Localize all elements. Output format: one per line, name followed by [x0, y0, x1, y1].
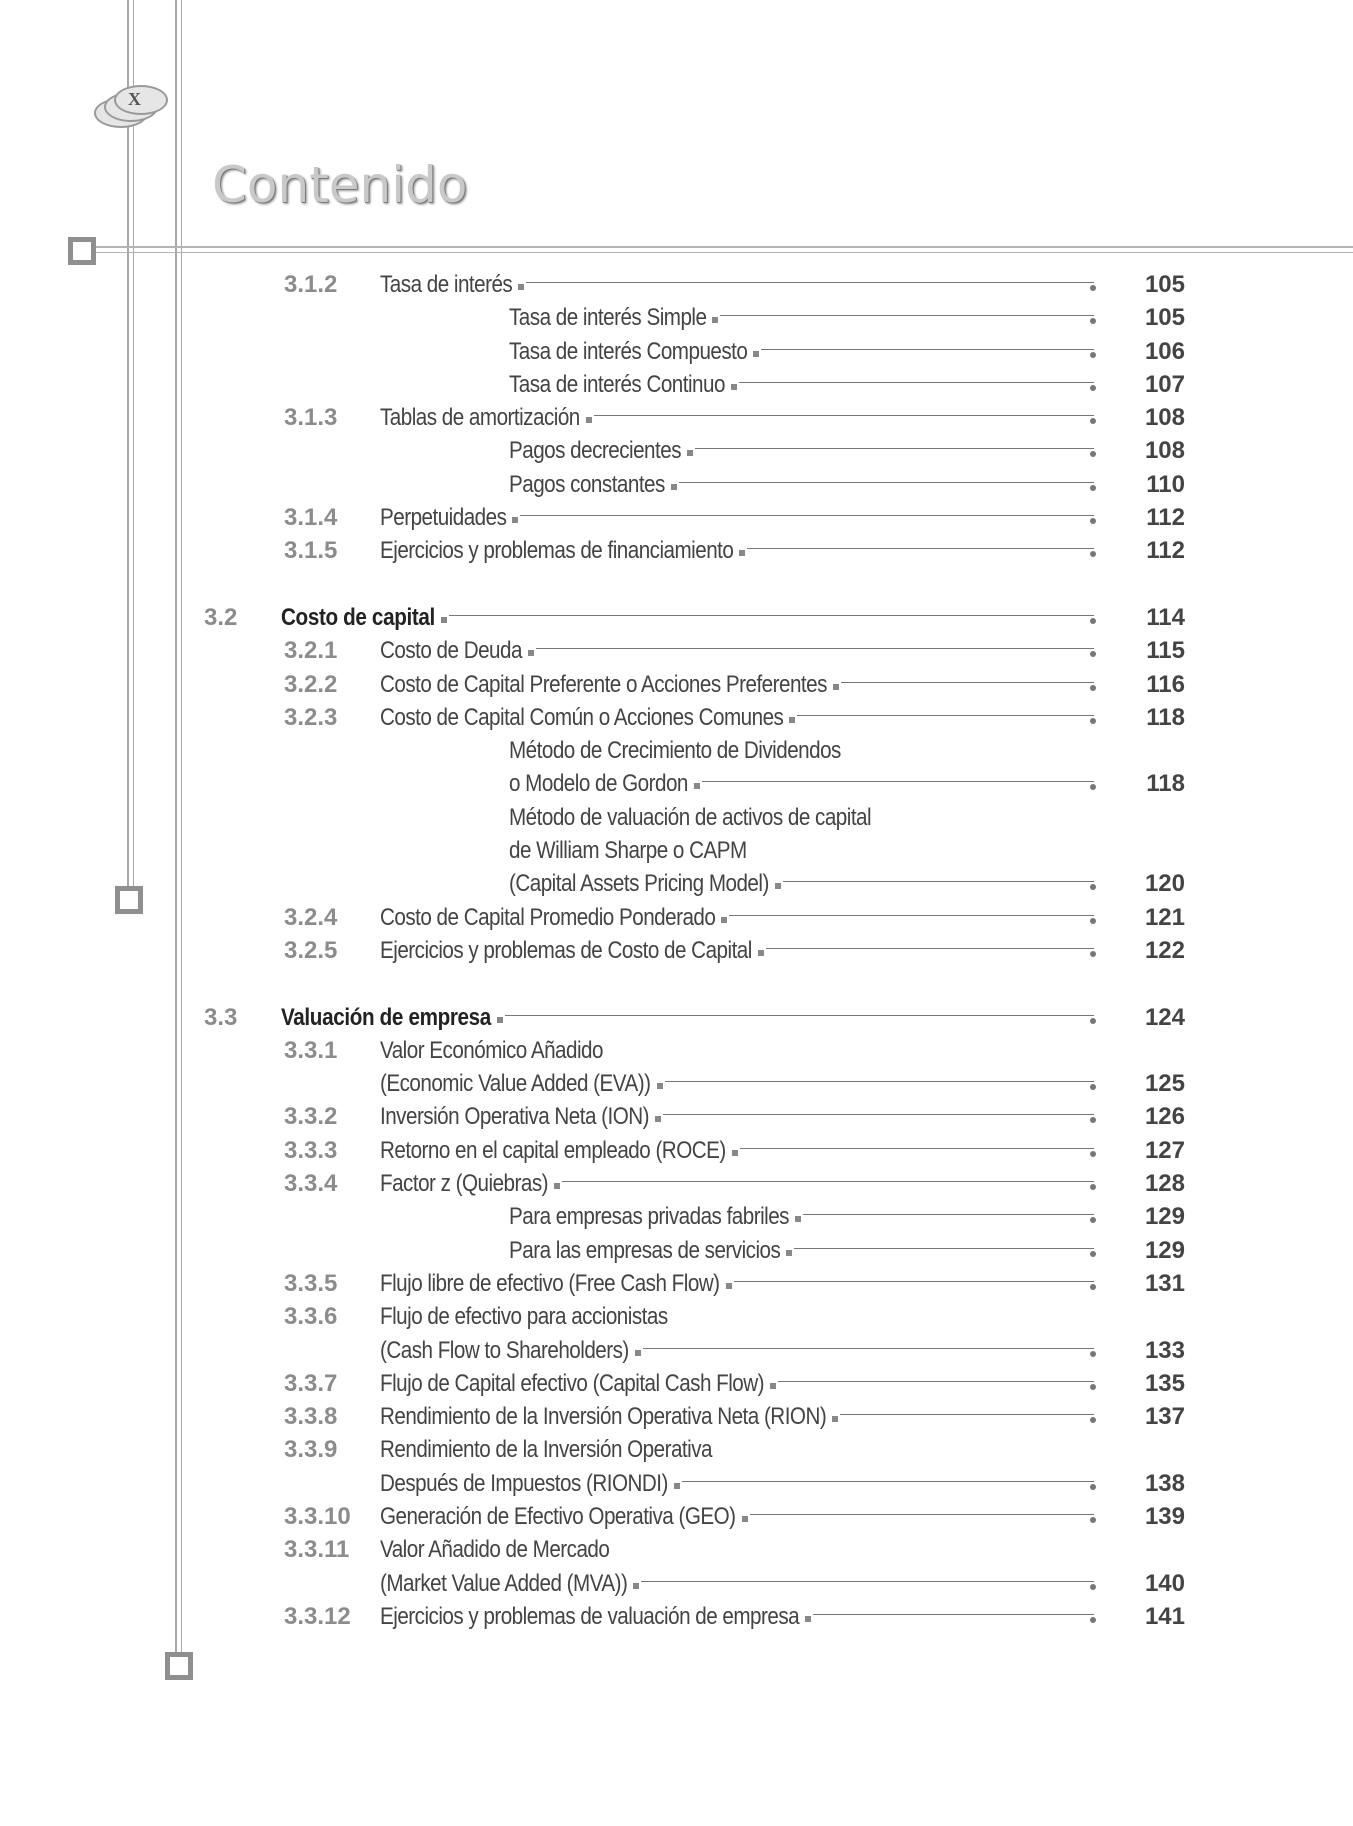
toc-entry[interactable]	[0, 834, 1353, 867]
toc-entry-number: 3.3.12	[284, 1602, 351, 1630]
dot-leader	[742, 1514, 1096, 1524]
toc-entry[interactable]	[0, 1001, 1353, 1034]
toc-entry-title: (Cash Flow to Shareholders)	[380, 1336, 629, 1364]
toc-entry[interactable]	[0, 1034, 1353, 1067]
dot-leader	[512, 515, 1096, 525]
dot-leader	[739, 548, 1096, 558]
dot-leader	[518, 282, 1096, 292]
toc-entry[interactable]	[0, 268, 1353, 301]
toc-entry-title: Para empresas privadas fabriles	[509, 1203, 789, 1231]
toc-entry-page: 137	[1144, 1403, 1185, 1431]
toc-entry-page: 122	[1144, 936, 1185, 964]
toc-entry-title: (Capital Assets Pricing Model)	[509, 870, 769, 898]
toc-entry[interactable]	[0, 1500, 1353, 1533]
toc-entry-title: Tasa de interés Simple	[509, 304, 707, 332]
toc-entry-number: 3.1.4	[284, 504, 338, 532]
dot-leader	[657, 1081, 1096, 1091]
dot-leader	[671, 482, 1096, 492]
toc-entry-title: o Modelo de Gordon	[509, 770, 688, 798]
toc-entry[interactable]	[0, 601, 1353, 634]
page-title: Contenido	[212, 156, 468, 214]
toc-entry-title: Tasa de interés	[380, 271, 513, 298]
toc-entry-page: 112	[1146, 504, 1185, 532]
toc-entry[interactable]	[0, 1300, 1353, 1333]
toc-entry-title: Pagos constantes	[509, 470, 665, 498]
dot-leader	[635, 1348, 1096, 1358]
toc-entry[interactable]	[0, 1467, 1353, 1500]
toc-entry[interactable]	[0, 734, 1353, 767]
toc-entry-page: 107	[1144, 370, 1185, 398]
toc-entry-title: Flujo de efectivo para accionistas	[380, 1303, 668, 1331]
toc-entry-number: 3.2.4	[284, 903, 338, 931]
toc-entry-number: 3.3	[204, 1003, 238, 1031]
toc-entry-title: Factor z (Quiebras)	[380, 1170, 548, 1198]
toc-entry[interactable]	[0, 335, 1353, 368]
toc-entry-page: 114	[1146, 603, 1185, 631]
toc-entry-page: 105	[1144, 304, 1185, 332]
toc-entry-title: Costo de Capital Preferente o Acciones Preferentes	[380, 670, 827, 698]
toc-entry-page: 108	[1144, 437, 1185, 465]
toc-entry-number: 3.1.5	[284, 537, 338, 565]
toc-entry-title: Valor Añadido de Mercado	[380, 1536, 610, 1564]
toc-entry[interactable]	[0, 1067, 1353, 1100]
toc-entry-page: 125	[1144, 1070, 1185, 1098]
toc-entry-title: (Economic Value Added (EVA))	[380, 1070, 651, 1098]
dot-leader	[731, 382, 1096, 392]
toc-entry-number: 3.3.8	[284, 1403, 338, 1431]
toc-entry-title: Método de valuación de activos de capital	[509, 803, 872, 831]
toc-entry-title: Costo de Capital Común o Acciones Comunes	[380, 703, 784, 731]
toc-entry-page: 116	[1146, 670, 1185, 698]
dot-leader	[753, 349, 1096, 359]
toc-entry-number: 3.3.11	[284, 1536, 350, 1564]
dot-leader	[497, 1015, 1096, 1025]
dot-leader	[795, 1214, 1096, 1224]
toc-entry[interactable]	[0, 801, 1353, 834]
dot-leader	[528, 648, 1096, 658]
toc-entry-title: Método de Crecimiento de Dividendos	[509, 737, 841, 765]
toc-entry-number: 3.2.2	[284, 670, 338, 698]
toc-entry-title: Ejercicios y problemas de valuación de empresa	[380, 1602, 800, 1630]
toc-entry-page: 118	[1146, 770, 1185, 798]
toc-entry-title: Ejercicios y problemas de Costo de Capital	[380, 936, 752, 964]
toc-entry-number: 3.2.3	[284, 703, 338, 731]
toc-entry-title: Inversión Operativa Neta (ION)	[380, 1103, 650, 1131]
dot-leader	[775, 881, 1096, 891]
toc-entry-number: 3.3.1	[284, 1036, 338, 1064]
dot-leader	[805, 1614, 1096, 1624]
dot-leader	[833, 682, 1096, 692]
dot-leader	[832, 1414, 1096, 1424]
toc-entry-page: 131	[1144, 1269, 1185, 1297]
toc-entry-number: 3.3.7	[284, 1369, 338, 1397]
toc-entry[interactable]	[0, 1367, 1353, 1400]
toc-entry[interactable]	[0, 434, 1353, 467]
toc-entry-page: 126	[1144, 1103, 1185, 1131]
toc-entry-page: 129	[1144, 1203, 1185, 1231]
dot-leader	[726, 1281, 1096, 1291]
toc-entry-page: 118	[1146, 703, 1185, 731]
toc-entry[interactable]	[0, 1200, 1353, 1233]
toc-entry-title: Después de Impuestos (RIONDI)	[380, 1469, 668, 1497]
toc-entry-page: 141	[1144, 1602, 1185, 1630]
toc-entry[interactable]	[0, 1533, 1353, 1566]
toc-entry[interactable]	[0, 401, 1353, 434]
toc-entry-page: 110	[1146, 470, 1185, 498]
toc-entry[interactable]	[0, 1167, 1353, 1200]
toc-entry-title: Pagos decrecientes	[509, 437, 681, 465]
toc-entry-title: Tablas de amortización	[380, 404, 580, 432]
toc-entry-title: Tasa de interés Continuo	[509, 370, 725, 398]
toc-entry[interactable]	[0, 634, 1353, 667]
toc-entry[interactable]	[0, 901, 1353, 934]
table-of-contents	[0, 268, 1353, 1633]
toc-entry-page: 133	[1144, 1336, 1185, 1364]
toc-entry[interactable]	[0, 368, 1353, 401]
toc-entry-number: 3.2	[204, 603, 238, 631]
toc-entry-title: Retorno en el capital empleado (ROCE)	[380, 1136, 726, 1164]
toc-entry-page: 124	[1144, 1003, 1185, 1031]
dot-leader	[732, 1148, 1096, 1158]
page-marker: X	[128, 89, 141, 109]
dot-leader	[586, 415, 1096, 425]
dot-leader	[554, 1181, 1096, 1191]
toc-entry-number: 3.1.2	[284, 271, 338, 298]
toc-entry-title: Rendimiento de la Inversión Operativa	[380, 1436, 712, 1464]
toc-entry-title: Flujo libre de efectivo (Free Cash Flow)	[380, 1269, 720, 1297]
toc-entry[interactable]	[0, 668, 1353, 701]
toc-entry[interactable]	[0, 1267, 1353, 1300]
dot-leader	[694, 781, 1096, 791]
toc-entry-title: Costo de capital	[281, 603, 435, 631]
toc-entry-title: Valor Económico Añadido	[380, 1036, 603, 1064]
toc-entry-page: 115	[1146, 637, 1185, 665]
toc-entry[interactable]	[0, 1334, 1353, 1367]
toc-entry[interactable]	[0, 301, 1353, 334]
toc-entry-title: Para las empresas de servicios	[509, 1236, 781, 1264]
header-rule	[78, 246, 1353, 248]
dot-leader	[655, 1114, 1096, 1124]
toc-entry-number: 3.3.3	[284, 1136, 338, 1164]
toc-entry[interactable]	[0, 1100, 1353, 1133]
toc-entry-number: 3.3.5	[284, 1269, 338, 1297]
dot-leader	[789, 715, 1096, 725]
toc-entry-page: 120	[1144, 870, 1185, 898]
dot-leader	[712, 315, 1096, 325]
dot-leader	[786, 1248, 1096, 1258]
toc-entry[interactable]	[0, 501, 1353, 534]
dot-leader	[674, 1481, 1096, 1491]
dot-leader	[770, 1381, 1096, 1391]
toc-entry-number: 3.2.5	[284, 936, 338, 964]
dot-leader	[687, 448, 1096, 458]
toc-entry-page: 106	[1144, 337, 1185, 365]
toc-entry[interactable]	[0, 867, 1353, 900]
toc-entry-page: 112	[1146, 537, 1185, 565]
toc-entry-title: de William Sharpe o CAPM	[509, 837, 747, 865]
toc-entry-title: Flujo de Capital efectivo (Capital Cash Flow)	[380, 1369, 765, 1397]
toc-entry-title: Costo de Deuda	[380, 637, 522, 665]
toc-entry[interactable]	[0, 1600, 1353, 1633]
toc-entry[interactable]	[0, 934, 1353, 967]
dot-leader	[633, 1581, 1096, 1591]
toc-entry-number: 3.2.1	[284, 637, 338, 665]
toc-entry-title: Generación de Efectivo Operativa (GEO)	[380, 1502, 736, 1530]
toc-entry-page: 127	[1144, 1136, 1185, 1164]
toc-entry-page: 140	[1144, 1569, 1185, 1597]
toc-entry-title: (Market Value Added (MVA))	[380, 1569, 628, 1597]
toc-entry[interactable]	[0, 1134, 1353, 1167]
toc-entry[interactable]	[0, 1400, 1353, 1433]
toc-entry-title: Costo de Capital Promedio Ponderado	[380, 903, 716, 931]
toc-entry[interactable]	[0, 468, 1353, 501]
toc-entry[interactable]	[0, 1567, 1353, 1600]
toc-entry[interactable]	[0, 701, 1353, 734]
toc-entry-title: Valuación de empresa	[281, 1003, 491, 1031]
toc-entry[interactable]	[0, 767, 1353, 800]
corner-square-top	[68, 237, 96, 265]
toc-entry-page: 128	[1144, 1170, 1185, 1198]
toc-entry-number: 3.3.9	[284, 1436, 338, 1464]
toc-entry-page: 135	[1144, 1369, 1185, 1397]
toc-entry-page: 139	[1144, 1502, 1185, 1530]
toc-entry-number: 3.3.6	[284, 1303, 338, 1331]
dot-leader	[721, 915, 1096, 925]
toc-entry-number: 3.3.4	[284, 1170, 338, 1198]
dot-leader	[441, 615, 1096, 625]
toc-entry-page: 129	[1144, 1236, 1185, 1264]
toc-entry[interactable]	[0, 534, 1353, 567]
toc-entry-title: Tasa de interés Compuesto	[509, 337, 748, 365]
toc-entry-title: Ejercicios y problemas de financiamiento	[380, 537, 734, 565]
toc-entry-title: Rendimiento de la Inversión Operativa Neta (RION)	[380, 1403, 827, 1431]
toc-entry-page: 108	[1144, 404, 1185, 432]
header-rule-thin	[78, 252, 1353, 253]
dot-leader	[758, 948, 1096, 958]
toc-entry-number: 3.1.3	[284, 404, 338, 432]
toc-entry[interactable]	[0, 1433, 1353, 1466]
toc-entry-page: 105	[1144, 271, 1185, 298]
toc-entry-title: Perpetuidades	[380, 504, 507, 532]
corner-square-bottom	[165, 1652, 193, 1680]
toc-entry-number: 3.3.2	[284, 1103, 338, 1131]
toc-entry-page: 138	[1144, 1469, 1185, 1497]
toc-entry-number: 3.3.10	[284, 1502, 351, 1530]
toc-entry[interactable]	[0, 1234, 1353, 1267]
toc-entry-page: 121	[1144, 903, 1185, 931]
page-marker-disc-front	[114, 85, 168, 115]
